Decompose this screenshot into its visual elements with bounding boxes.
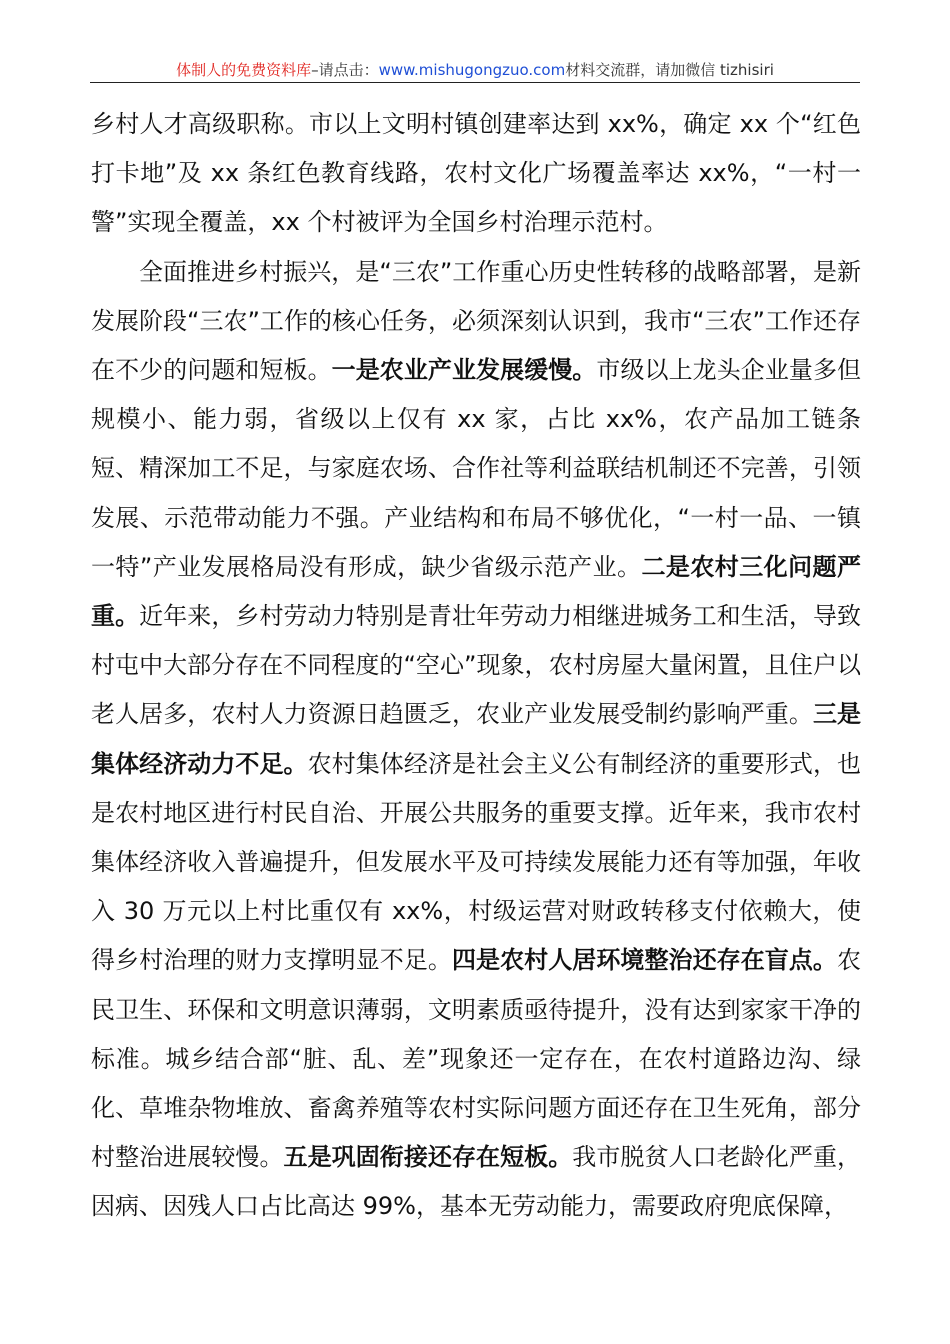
paragraph-text: 农民卫生、环保和文明意识薄弱，文明素质亟待提升，没有达到家家干净的标准。城乡结合部“脏、乱、差”现象还一定存在，在农村道路边沟、绿化、草堆杂物堆放、畜禽养殖等农村实际问题方面还存在卫生死角，部分村整治进展较慢。	[91, 946, 861, 1172]
point-heading-2: 二是农村三化问题严重。	[91, 552, 861, 631]
header-brand: 体制人的免费资料库	[176, 61, 312, 79]
header-link[interactable]: www.mishugongzuo.com	[378, 61, 566, 79]
paragraph-text: 乡村人才高级职称。市以上文明村镇创建率达到 xx%，确定 xx 个“红色打卡地”及 xx 条红色教育线路，农村文化广场覆盖率达 xx%，“一村一警”实现全覆盖，xx 个村被评为全国乡村治理示范村。	[91, 110, 861, 237]
paragraph-text: 市级以上龙头企业量多但规模小、能力弱，省级以上仅有 xx 家，占比 xx%，农产品加工链条短、精深加工不足，与家庭农场、合作社等利益联结机制还不完善，引领发展、示范带动能力不强。产业结构和布局不够优化，“一村一品、一镇一特”产业发展格局没有形成，缺少省级示范产业。	[91, 356, 862, 581]
point-heading-1: 一是农业产业发展缓慢。	[331, 356, 597, 385]
paragraph-text: 我市脱贫人口老龄化严重，因病、因残人口占比高达 99%，基本无劳动能力，需要政府兜底保障，	[91, 1143, 862, 1221]
point-heading-5: 五是巩固衔接还存在短板。	[283, 1143, 573, 1172]
paragraph-text: 全面推进乡村振兴，是“三农”工作重心历史性转移的战略部署，是新发展阶段“三农”工作的核心任务，必须深刻认识到，我市“三农”工作还存在不少的问题和短板。	[91, 257, 861, 385]
document-body	[91, 100, 861, 1232]
header-contact: 材料交流群，请加微信 tizhisiri	[565, 61, 774, 79]
point-heading-4: 四是农村人居环境整治还存在盲点。	[451, 946, 837, 975]
paragraph-2	[91, 248, 861, 1232]
header-divider	[90, 82, 860, 83]
paragraph-text: 农村集体经济是社会主义公有制经济的重要形式，也是农村地区进行村民自治、开展公共服务的重要支撑。近年来，我市农村集体经济收入普遍提升，但发展水平及可持续发展能力还有等加强，年收入 30 万元以上村比重仅有 xx%，村级运营对财政转移支付依赖大，使得乡村治理的财力支撑明显不足。	[91, 749, 862, 975]
header-prompt: –请点击：	[311, 61, 379, 79]
paragraph-1	[91, 100, 861, 248]
point-heading-3: 三是集体经济动力不足。	[91, 700, 862, 778]
paragraph-text: 近年来，乡村劳动力特别是青壮年劳动力相继进城务工和生活，导致村屯中大部分存在不同程度的“空心”现象，农村房屋大量闲置，且住户以老人居多，农村人力资源日趋匮乏，农业产业发展受制约影响严重。	[91, 602, 862, 729]
page-header	[90, 58, 860, 82]
